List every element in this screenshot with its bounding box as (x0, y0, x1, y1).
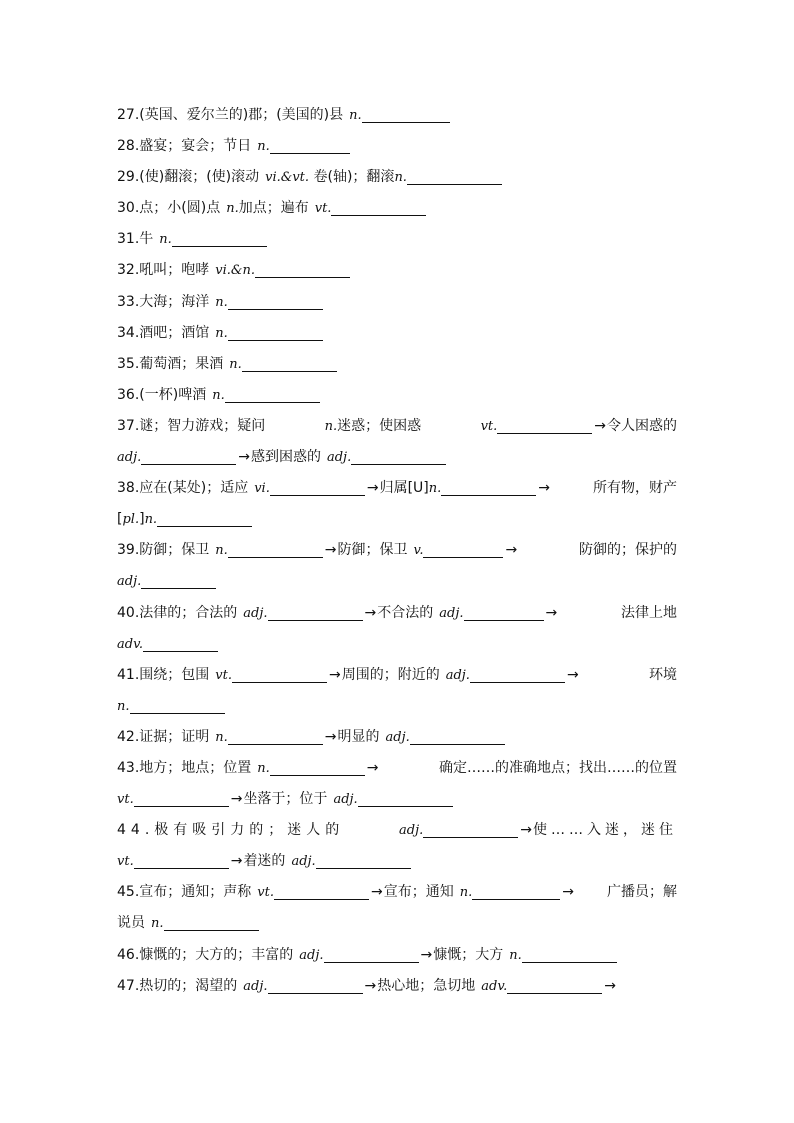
answer-blank[interactable] (270, 477, 365, 496)
item-text: 34.酒吧；酒馆 (117, 324, 210, 341)
part-of-speech: adj. (399, 823, 424, 839)
item-text: 热心地；急切地 (377, 977, 476, 994)
part-of-speech: n. (215, 294, 228, 310)
item-text: 42.证据；证明 (117, 728, 210, 745)
item-46 (117, 940, 677, 971)
item-44 (117, 815, 677, 846)
item-43 (117, 753, 677, 784)
arrow-icon: → (594, 417, 606, 434)
part-of-speech: vt. (257, 885, 274, 901)
answer-blank[interactable] (441, 477, 536, 496)
answer-blank[interactable] (268, 602, 363, 621)
arrow-icon: → (566, 666, 579, 683)
item-31 (117, 224, 677, 255)
part-of-speech: n. (215, 543, 228, 559)
arrow-icon: → (562, 884, 574, 901)
item-text: 不合法的 (377, 604, 434, 621)
part-of-speech: pl. (122, 512, 140, 528)
part-of-speech: adj. (385, 729, 410, 745)
item-28 (117, 131, 677, 162)
item-27 (117, 100, 677, 131)
item-text: 46.慷慨的；大方的；丰富的 (117, 946, 294, 963)
item-29 (117, 162, 677, 193)
item-35 (117, 349, 677, 380)
item-33 (117, 287, 677, 318)
arrow-icon: → (364, 977, 377, 994)
arrow-icon: → (366, 759, 379, 776)
part-of-speech: vi.&n. (215, 263, 255, 279)
part-of-speech: n. (117, 698, 130, 714)
part-of-speech: n. (349, 108, 362, 123)
answer-blank[interactable] (470, 664, 565, 683)
answer-blank[interactable] (143, 633, 218, 652)
answer-blank[interactable] (270, 135, 350, 154)
answer-blank[interactable] (407, 166, 502, 185)
item-text: 41.围绕；包围 (117, 666, 210, 683)
item-text: 33.大海；海洋 (117, 293, 210, 310)
part-of-speech: n. (215, 729, 228, 745)
item-text: 30.点；小(圆)点 (117, 200, 221, 217)
item-text: 45.宣布；通知；声称 (117, 884, 252, 901)
item-text: 宣布；通知 (383, 884, 454, 901)
item-text: 加点；遍布 (238, 200, 309, 217)
answer-blank[interactable] (172, 228, 267, 247)
part-of-speech: adj. (326, 450, 352, 466)
answer-blank[interactable] (472, 881, 560, 900)
answer-blank[interactable] (274, 881, 369, 900)
part-of-speech: n. (215, 325, 228, 341)
arrow-icon: → (366, 480, 379, 497)
part-of-speech: adj. (299, 947, 324, 963)
part-of-speech: n. (509, 947, 522, 963)
item-41 (117, 660, 677, 691)
part-of-speech: n. (428, 481, 442, 497)
item-text: 令人困惑的 (607, 417, 677, 434)
item-45 (117, 877, 677, 908)
arrow-icon: → (545, 604, 558, 621)
answer-blank[interactable] (351, 446, 446, 465)
answer-blank[interactable] (228, 322, 323, 341)
answer-blank[interactable] (362, 104, 450, 123)
item-39 (117, 535, 677, 566)
item-text: 确定……的准确地点；找出……的位置 (439, 759, 677, 776)
item-text: 31.牛 (117, 231, 154, 248)
part-of-speech: vi. (254, 481, 270, 497)
arrow-icon: → (505, 542, 518, 559)
answer-blank[interactable] (507, 975, 602, 994)
answer-blank[interactable] (464, 602, 544, 621)
arrow-icon: → (420, 946, 433, 963)
item-text: 迷惑；使困惑 (337, 417, 422, 434)
part-of-speech: adj. (445, 667, 470, 683)
part-of-speech: n. (144, 512, 158, 528)
part-of-speech: vi.&vt. (265, 170, 310, 186)
part-of-speech: n. (212, 387, 225, 403)
item-text: 说员 (117, 915, 145, 932)
part-of-speech: vt. (314, 201, 332, 217)
item-text: 归属[U] (379, 480, 429, 497)
part-of-speech: adj. (333, 792, 358, 808)
bracket-open: [ (117, 511, 123, 528)
part-of-speech: v. (413, 543, 424, 559)
item-text: 36.(一杯)啤酒 (117, 386, 207, 403)
bracket-close: ] (139, 511, 145, 528)
part-of-speech: n. (226, 201, 239, 217)
answer-blank[interactable] (141, 570, 216, 589)
answer-blank[interactable] (228, 291, 323, 310)
arrow-icon: → (230, 791, 243, 808)
answer-blank[interactable] (232, 664, 327, 683)
answer-blank[interactable] (522, 944, 617, 963)
part-of-speech: n. (459, 885, 473, 901)
item-text: 29.(使)翻滚；(使)滚动 (117, 169, 260, 186)
item-40 (117, 598, 677, 629)
item-text: 37.谜；智力游戏；疑问 (117, 417, 266, 434)
answer-blank[interactable] (423, 819, 518, 838)
answer-blank[interactable] (134, 788, 229, 807)
item-44-continued (117, 846, 677, 877)
item-34 (117, 318, 677, 349)
part-of-speech: adj. (291, 854, 316, 870)
answer-blank[interactable] (228, 726, 323, 745)
answer-blank[interactable] (157, 508, 252, 527)
part-of-speech: adj. (439, 605, 464, 621)
part-of-speech: adj. (117, 450, 142, 466)
item-text: 38.应在(某处)；适应 (117, 480, 249, 497)
item-42 (117, 722, 677, 753)
item-39-continued (117, 566, 677, 597)
answer-blank[interactable] (255, 259, 350, 278)
answer-blank[interactable] (316, 850, 411, 869)
part-of-speech: adv. (481, 978, 508, 994)
arrow-icon: → (238, 449, 250, 466)
item-text: 坐落于；位于 (243, 791, 328, 808)
answer-blank[interactable] (268, 975, 363, 994)
answer-blank[interactable] (324, 944, 419, 963)
part-of-speech: n. (324, 418, 338, 434)
item-text: 27.(英国、爱尔兰的)郡；(美国的)县 (117, 107, 344, 123)
part-of-speech: n. (257, 139, 270, 155)
part-of-speech: vt. (480, 418, 498, 434)
item-38 (117, 473, 677, 504)
part-of-speech: n. (159, 232, 172, 248)
item-text: 43.地方；地点；位置 (117, 759, 252, 776)
item-text: 着迷的 (243, 853, 286, 870)
vocabulary-exercise (117, 100, 677, 1002)
arrow-icon: → (520, 822, 532, 839)
item-text: 防御的；保护的 (579, 542, 677, 559)
item-38-continued (117, 504, 677, 535)
part-of-speech: n. (151, 916, 164, 932)
item-text: 周围的；附近的 (341, 666, 440, 683)
item-47 (117, 971, 677, 1002)
answer-blank[interactable] (141, 446, 236, 465)
part-of-speech: vt. (117, 854, 134, 870)
item-41-continued (117, 691, 677, 722)
answer-blank[interactable] (130, 695, 225, 714)
item-text: 防御；保卫 (337, 542, 408, 559)
part-of-speech: vt. (215, 667, 232, 683)
item-45-continued (117, 908, 677, 939)
arrow-icon: → (328, 666, 341, 683)
answer-blank[interactable] (225, 384, 320, 403)
item-text: 28.盛宴；宴会；节日 (117, 138, 252, 155)
answer-blank[interactable] (423, 539, 503, 558)
item-text: 32.吼叫；咆哮 (117, 262, 210, 279)
part-of-speech: n. (257, 760, 270, 776)
item-text: 慷慨；大方 (433, 946, 504, 963)
part-of-speech: vt. (117, 792, 134, 808)
item-text: 使……入迷，迷住 (533, 822, 677, 839)
answer-blank[interactable] (270, 757, 365, 776)
item-40-continued (117, 629, 677, 660)
arrow-icon: → (538, 480, 550, 497)
answer-blank[interactable] (410, 726, 505, 745)
item-text: 所有物，财产 (593, 480, 677, 497)
arrow-icon: → (324, 542, 337, 559)
item-text: 40.法律的；合法的 (117, 604, 238, 621)
answer-blank[interactable] (228, 539, 323, 558)
item-32 (117, 255, 677, 286)
item-text: 35.葡萄酒；果酒 (117, 355, 224, 372)
item-43-continued (117, 784, 677, 815)
part-of-speech: n. (394, 170, 407, 186)
part-of-speech: adj. (117, 574, 142, 590)
item-37 (117, 411, 677, 442)
part-of-speech: adj. (243, 978, 268, 994)
item-text: 环境 (649, 666, 677, 683)
item-36 (117, 380, 677, 411)
answer-blank[interactable] (331, 197, 426, 216)
part-of-speech: adv. (117, 636, 144, 652)
item-text: 47.热切的；渴望的 (117, 977, 238, 994)
item-30 (117, 193, 677, 224)
arrow-icon: → (324, 728, 337, 745)
answer-blank[interactable] (358, 788, 453, 807)
answer-blank[interactable] (164, 912, 259, 931)
arrow-icon: → (230, 853, 243, 870)
part-of-speech: adj. (243, 605, 268, 621)
item-text: 广播员；解 (607, 884, 677, 901)
item-text: 明显的 (337, 728, 380, 745)
item-text: 44.极有吸引力的；迷人的 (117, 822, 345, 839)
item-text: 卷(轴)；翻滚 (313, 169, 395, 186)
item-text: 法律上地 (621, 604, 677, 621)
answer-blank[interactable] (242, 353, 337, 372)
item-37-continued (117, 442, 677, 473)
arrow-icon: → (364, 604, 377, 621)
answer-blank[interactable] (134, 850, 229, 869)
answer-blank[interactable] (497, 415, 592, 434)
item-text: 感到困惑的 (250, 449, 321, 466)
arrow-icon: → (370, 884, 383, 901)
arrow-icon: → (604, 977, 616, 994)
part-of-speech: n. (229, 356, 242, 372)
item-text: 39.防御；保卫 (117, 542, 210, 559)
